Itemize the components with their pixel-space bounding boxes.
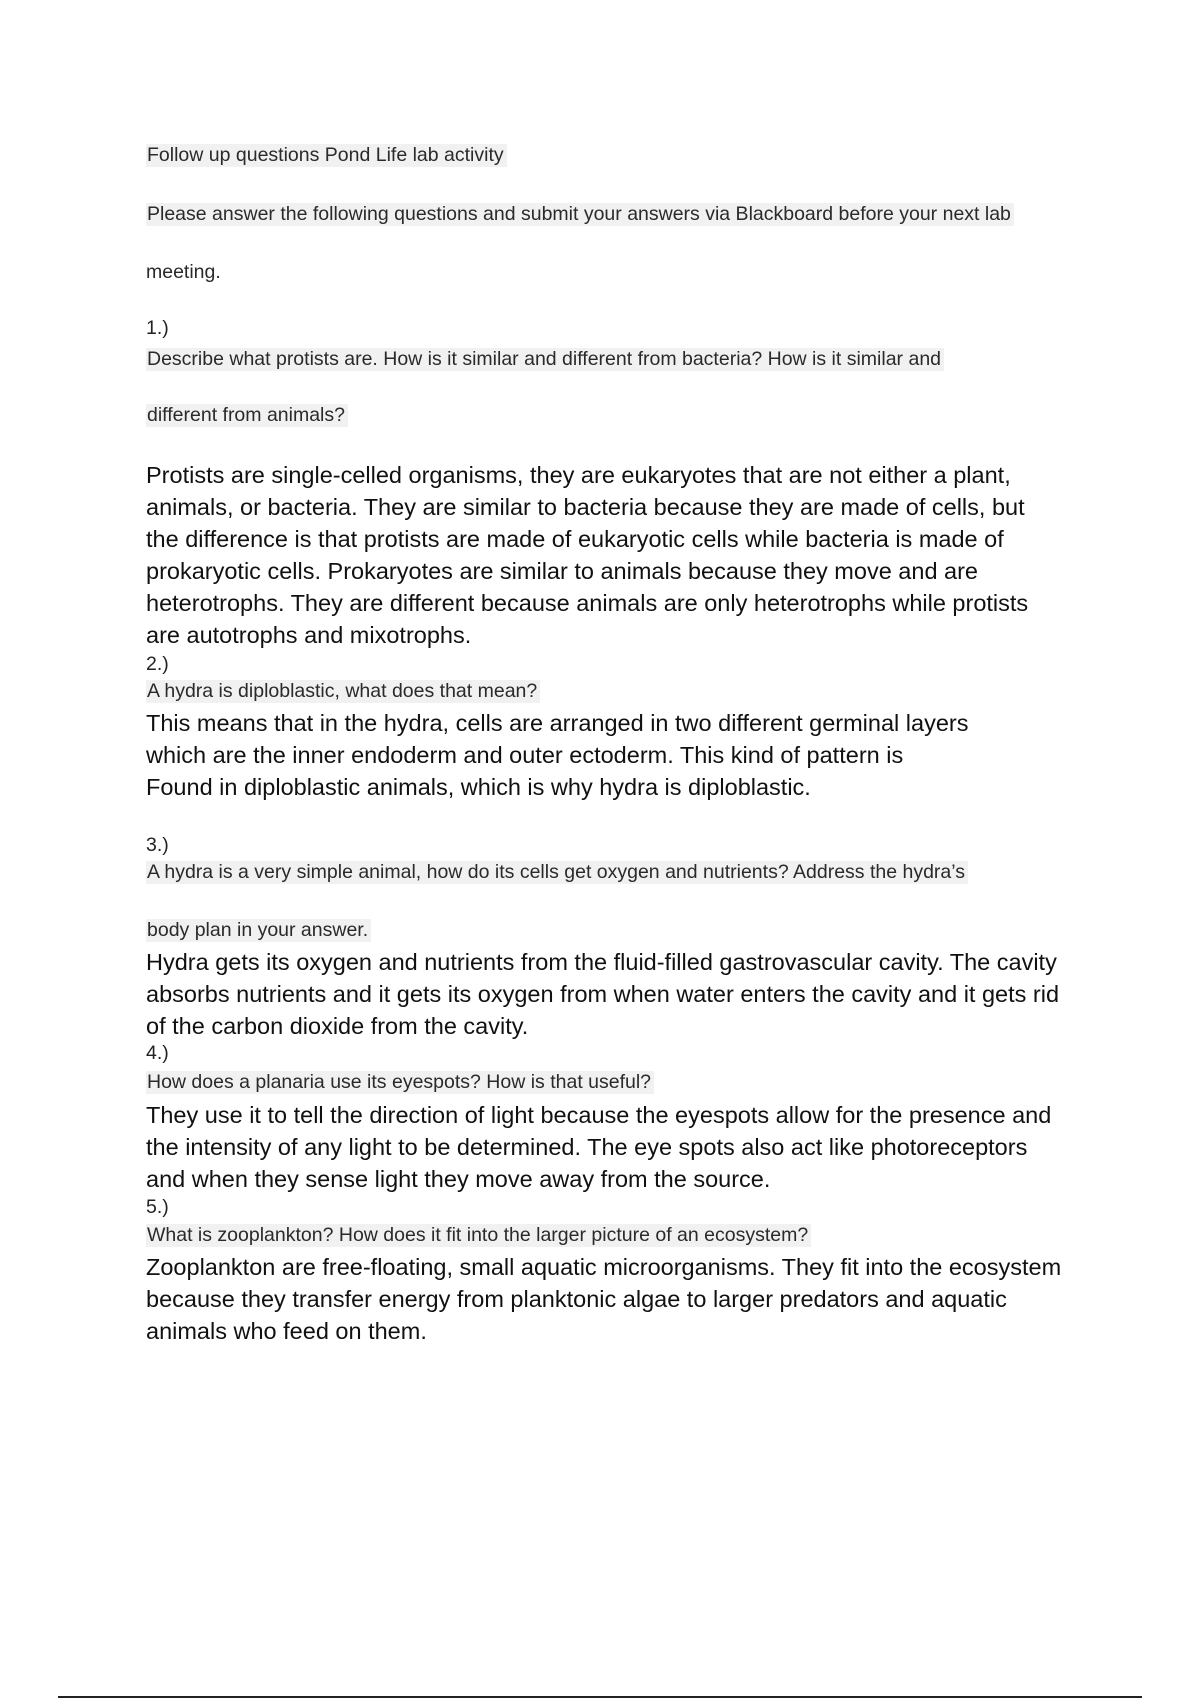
answer-line: absorbs nutrients and it gets its oxygen from when water enters the cavity and it gets rid [146, 981, 1060, 1007]
question-prompt: body plan in your answer. [146, 919, 371, 942]
answer-block [146, 459, 1028, 651]
answer-line: prokaryotic cells. Prokaryotes are similar to animals because they move and are [146, 558, 979, 584]
question-number: 3.) [146, 834, 169, 856]
instructions-line-2: meeting. [146, 261, 221, 283]
answer-block [146, 707, 968, 803]
question-number: 2.) [146, 653, 169, 675]
answer-block [146, 1099, 1051, 1195]
answer-line: of the carbon dioxide from the cavity. [146, 1013, 529, 1039]
document-title: Follow up questions Pond Life lab activity [146, 144, 507, 167]
question-number: 5.) [146, 1196, 169, 1218]
answer-block [146, 1251, 1061, 1347]
question-prompt: Describe what protists are. How is it similar and different from bacteria? How is it similar and [146, 348, 944, 371]
answer-line: because they transfer energy from planktonic algae to larger predators and aquatic [146, 1286, 1007, 1312]
answer-block [146, 946, 1059, 1042]
answer-line: the intensity of any light to be determined. The eye spots also act like photoreceptors [146, 1134, 1028, 1160]
instructions-line-1: Please answer the following questions and submit your answers via Blackboard before your next lab [146, 203, 1014, 226]
answer-line: heterotrophs. They are different because animals are only heterotrophs while protists [146, 590, 1029, 616]
answer-line: and when they sense light they move away from the source. [146, 1166, 771, 1192]
answer-line: which are the inner endoderm and outer ectoderm. This kind of pattern is [146, 742, 904, 768]
answer-line: the difference is that protists are made of eukaryotic cells while bacteria is made of [146, 526, 1004, 552]
answer-line: This means that in the hydra, cells are arranged in two different germinal layers [146, 710, 969, 736]
answer-line: are autotrophs and mixotrophs. [146, 622, 472, 648]
question-number: 1.) [146, 317, 169, 339]
answer-line: Hydra gets its oxygen and nutrients from the fluid-filled gastrovascular cavity. The cavity [146, 949, 1057, 975]
answer-line: Zooplankton are free-floating, small aquatic microorganisms. They fit into the ecosystem [146, 1254, 1062, 1280]
question-prompt: What is zooplankton? How does it fit into the larger picture of an ecosystem? [146, 1224, 811, 1247]
question-prompt: A hydra is a very simple animal, how do its cells get oxygen and nutrients? Address the hydra’s [146, 861, 968, 884]
question-prompt: How does a planaria use its eyespots? How is that useful? [146, 1071, 654, 1094]
question-prompt: A hydra is diploblastic, what does that mean? [146, 680, 540, 703]
question-number: 4.) [146, 1042, 169, 1064]
question-prompt: different from animals? [146, 404, 348, 427]
page-bottom-divider [58, 1696, 1142, 1698]
answer-line: They use it to tell the direction of light because the eyespots allow for the presence and [146, 1102, 1052, 1128]
answer-line: animals, or bacteria. They are similar to bacteria because they are made of cells, but [146, 494, 1025, 520]
answer-line: animals who feed on them. [146, 1318, 427, 1344]
answer-line: Protists are single-celled organisms, they are eukaryotes that are not either a plant, [146, 462, 1011, 488]
answer-line: Found in diploblastic animals, which is why hydra is diploblastic. [146, 774, 811, 800]
